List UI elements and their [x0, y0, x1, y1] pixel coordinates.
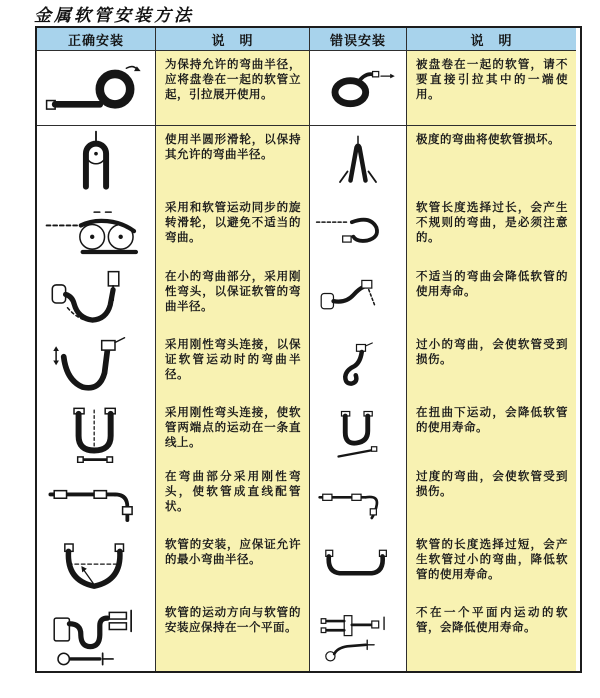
- wrong-note: 在扭曲下运动，会降低软管的使用寿命。: [407, 399, 576, 470]
- wrong-note: 过度的弯曲，会使软管受到损伤。: [407, 463, 576, 536]
- header-wrong-installation: 错误安装: [310, 28, 407, 51]
- wrong-note: 软管长度选择过长，会产生不规则的弯曲，是必须注意的。: [407, 194, 576, 267]
- table-row: [37, 399, 580, 463]
- installation-methods-table: [35, 26, 582, 673]
- header-correct-installation: 正确安装: [37, 28, 156, 51]
- correct-note: 在小的弯曲部分，采用刚性弯头，以保证软管的弯曲半径。: [156, 263, 310, 336]
- hose-synchronized-rotating-pulleys-icon: [39, 196, 153, 264]
- hose-too-small-bend-icon: [313, 340, 403, 394]
- hose-improper-bend-icon: [312, 272, 404, 327]
- hose-coil-unrolled-flat-icon: [39, 54, 153, 122]
- wrong-note: 被盘卷在一起的软管，请不要直接引拉其中的一端使用。: [407, 51, 576, 126]
- page-title: 金属软管安装方法: [34, 6, 194, 26]
- header-explanation-1: 说 明: [156, 28, 310, 51]
- hose-motion-in-plane-icon: [39, 601, 153, 669]
- table-row: [37, 126, 580, 194]
- hose-coil-pulled-from-end-icon: [312, 60, 404, 115]
- hose-minimum-bend-radius-icon: [41, 533, 151, 599]
- table-row: [37, 599, 580, 671]
- hose-extreme-bend-icon: [313, 134, 403, 188]
- table-row: [37, 194, 580, 263]
- hose-over-semicircular-pulley-icon: [41, 128, 151, 194]
- correct-note: 采用刚性弯头连接，以保证软管运动时的弯曲半径。: [156, 331, 310, 404]
- wrong-note: 过小的弯曲，会使软管受到损伤。: [407, 331, 576, 404]
- correct-note: 采用刚性弯头连接，使软管两端点的运动在一条直线上。: [156, 399, 310, 470]
- correct-note: 软管的安装，应保证允许的最小弯曲半径。: [156, 531, 310, 602]
- wrong-note: 极度的弯曲将使软管损坏。: [407, 126, 576, 197]
- wrong-note: 不适当的弯曲会降低软管的使用寿命。: [407, 263, 576, 336]
- correct-note: 为保持允许的弯曲半径，应将盘卷在一起的软管立起，引拉展开使用。: [156, 51, 310, 126]
- correct-note: 使用半圆形滑轮，以保持其允许的弯曲半径。: [156, 126, 310, 197]
- correct-note: 采用和软管运动同步的旋转滑轮，以避免不适当的弯曲。: [156, 194, 310, 267]
- correct-note: 软管的运动方向与软管的安装应保持在一个平面。: [156, 599, 310, 671]
- header-explanation-2: 说 明: [407, 28, 576, 51]
- hose-too-long-irregular-bend-icon: [312, 203, 404, 258]
- table-row: [37, 331, 580, 399]
- table-row: [37, 263, 580, 331]
- correct-note: 在弯曲部分采用刚性弯头，使软管成直线配管状。: [156, 463, 310, 536]
- hose-straight-with-rigid-elbow-icon: [39, 465, 153, 533]
- hose-too-short-flat-bend-icon: [312, 538, 404, 593]
- hose-overbent-end-icon: [312, 472, 404, 527]
- hose-rigid-elbow-u-bend-icon: [39, 333, 153, 401]
- hose-u-ends-aligned-icon: [41, 401, 151, 467]
- table-row: [37, 51, 580, 126]
- wrong-note: 不在一个平面内运动的软管，会降低使用寿命。: [407, 599, 576, 671]
- hose-rigid-elbow-small-bend-icon: [39, 265, 153, 333]
- wrong-note: 软管的长度选择过短，会产生软管过小的弯曲，降低软管的使用寿命。: [407, 531, 576, 602]
- table-row: [37, 463, 580, 531]
- table-row: [37, 531, 580, 599]
- table-header-row: [37, 28, 580, 51]
- hose-motion-out-of-plane-icon: [312, 608, 404, 663]
- hose-twisted-motion-icon: [313, 407, 403, 461]
